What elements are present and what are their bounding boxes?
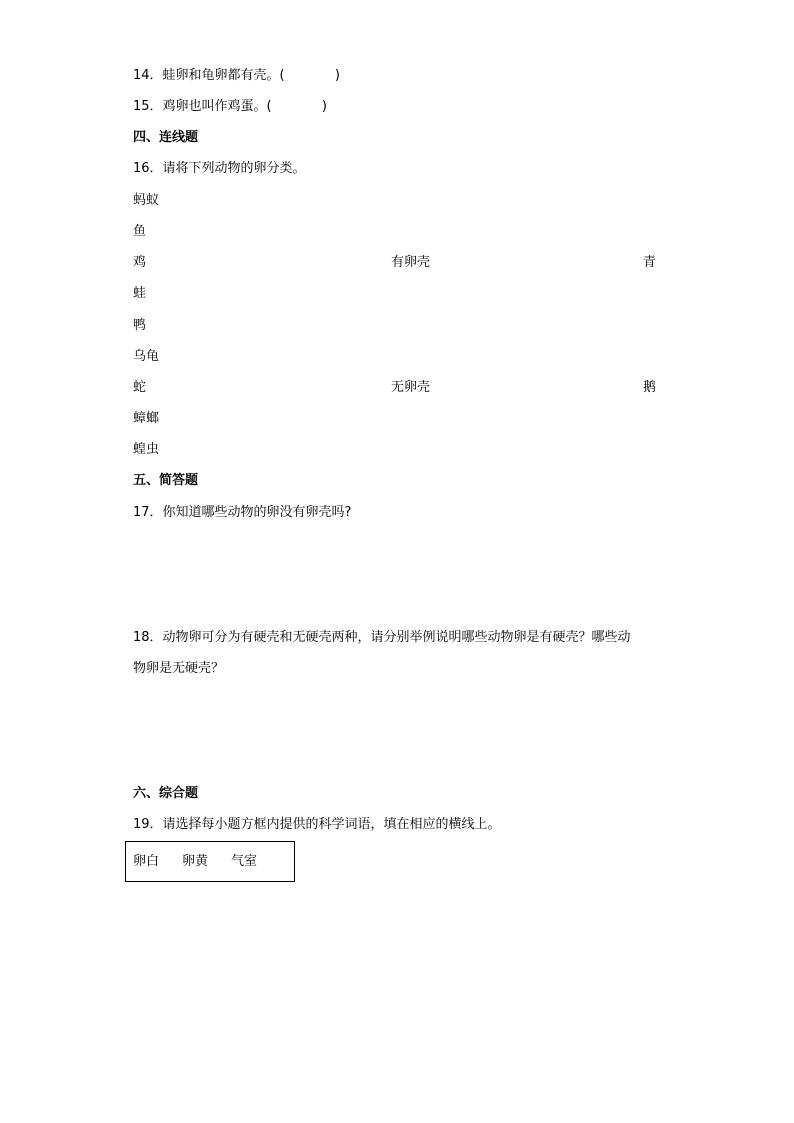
question-15-text: 15．鸡卵也叫作鸡蛋。( [133,99,272,114]
word-box [125,841,295,882]
animal-item[interactable]: 蟑螂 [133,411,160,426]
section-6-title: 六、综合题 [133,786,199,801]
question-19: 19．请选择每小题方框内提供的科学词语，填在相应的横线上。 [133,817,501,832]
animal-item[interactable]: 蛇 [133,380,147,395]
word-option: 卵黄 [182,854,209,869]
animal-item[interactable]: 鸭 [133,318,147,333]
category-with-shell[interactable]: 有卵壳 [391,255,431,270]
section-5-title: 五、简答题 [133,473,199,488]
animal-item[interactable]: 鸡 [133,255,147,270]
question-17: 17．你知道哪些动物的卵没有卵壳吗? [133,505,352,520]
question-15-close: ) [321,99,327,114]
answer-area-18[interactable] [133,685,663,780]
right-item[interactable]: 青 [643,255,657,270]
question-16: 16．请将下列动物的卵分类。 [133,161,306,176]
animal-item[interactable]: 蛙 [133,286,147,301]
question-14 [133,68,340,84]
animal-item[interactable]: 乌龟 [133,349,160,364]
animal-item[interactable]: 鱼 [133,224,147,239]
question-14-close: ) [334,68,340,83]
animal-item[interactable]: 蝗虫 [133,442,160,457]
question-18-line-1: 18．动物卵可分为有硬壳和无硬壳两种，请分别举例说明哪些动物卵是有硬壳？哪些动 [133,630,631,645]
question-18-line-2: 物卵是无硬壳？ [133,661,225,676]
right-item[interactable]: 鹅 [643,380,657,395]
answer-area-17[interactable] [133,528,663,618]
category-without-shell[interactable]: 无卵壳 [391,380,431,395]
word-option: 气室 [231,854,258,869]
word-option: 卵白 [133,854,160,869]
section-4-title: 四、连线题 [133,130,199,145]
question-15 [133,99,327,115]
animal-item[interactable]: 蚂蚁 [133,193,160,208]
question-14-text: 14．蛙卵和龟卵都有壳。( [133,68,285,83]
